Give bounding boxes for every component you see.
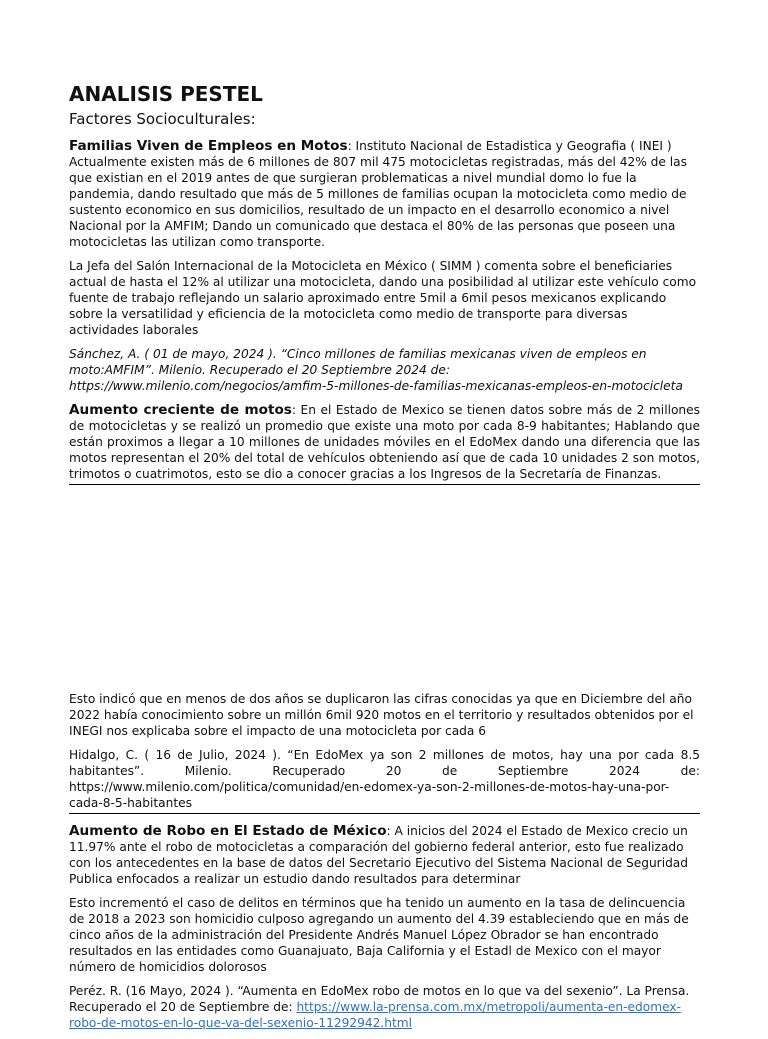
- document-title: ANALISIS PESTEL: [69, 82, 263, 106]
- robo-citation-link[interactable]: https://www.la-prensa.com.mx/metropoli/aumenta-en-edomex-robo-de-motos-en-lo-que-va-del-sexenio-11292942.html: [69, 1000, 681, 1030]
- aumento-heading: Aumento creciente de motos: [69, 402, 292, 418]
- familias-citation-text: Sánchez, A. ( 01 de mayo, 2024 ). “Cinco millones de familias mexicanas viven de empleos en moto:AMFIM”. Milenio. Recuperado el 20 Septiembre 2024 de: https://www.milenio.com/negocios/amfim-5-millones-de-familias-mexicanas-empleos-en-motocicleta: [69, 347, 683, 393]
- blank-space: [69, 485, 700, 691]
- robo-heading: Aumento de Robo en El Estado de México: [69, 823, 387, 839]
- aumento-paragraph: [69, 402, 700, 485]
- familias-citation: [69, 346, 700, 394]
- document-subtitle: Factores Socioculturales:: [69, 110, 256, 128]
- familias-paragraph: [69, 138, 700, 250]
- aumento-paragraph-2: Esto indicó que en menos de dos años se duplicaron las cifras conocidas ya que en Diciembre del año 2022 había conocimiento sobre un millón 6mil 920 motos en el territorio y resultados obtenidos por el INEGI nos explicaba sobre el impacto de una motocicleta por cada 6: [69, 692, 694, 738]
- aumento-body: : En el Estado de Mexico se tienen datos sobre más de 2 millones de motocicletas y se realizó un promedio que existe una moto por cada 8-9 habitantes; Hablando que están proximos a llegar a 10 millones de unidades móviles en el EdoMex dando una diferencia que las motos representan el 20% del total de vehículos obteniendo así que de cada 10 unidades 2 son motos, trimotos o cuatrimotos, esto se dio a conocer gracias a los Ingresos de la Secretaría de Finanzas.: [69, 403, 700, 481]
- document-page: [69, 82, 700, 1039]
- familias-heading: Familias Viven de Empleos en Motos: [69, 138, 348, 154]
- robo-body: : A inicios del 2024 el Estado de Mexico crecio un 11.97% ante el robo de motocicletas a comparación del gobierno federal anterior, esto fue realizado con los antecedentes en la base de datos del Secretario Ejecutivo del Sistema Nacional de Seguridad Publica enfocados a realizar un estudio dando resultados para determinar: [69, 824, 689, 886]
- aumento-citation: Hidalgo, C. ( 16 de Julio, 2024 ). “En EdoMex ya son 2 millones de motos, hay una por cada 8.5 habitantes”. Milenio. Recuperado 20 de Septiembre 2024 de: https://www.milenio.com/politica/comunidad/en-edomex-ya-son-2-millones-de-motos-hay-una-por-cada-8-5-habitantes: [69, 747, 700, 814]
- familias-paragraph-2: La Jefa del Salón Internacional de la Motocicleta en México ( SIMM ) comenta sobre el beneficiaries actual de hasta el 12% al utilizar una motocicleta, dando una posibilidad al utilizar este vehículo como fuente de trabajo reflejando un salario aproximado entre 5mil a 6mil pesos mexicanos explicando sobre la versatilidad y eficiencia de la motocicleta como medio de transporte para diversas actividades laborales: [69, 259, 697, 337]
- robo-citation-text: Peréz. R. (16 Mayo, 2024 ). “Aumenta en EdoMex robo de motos en lo que va del sexenio”. La Prensa. Recuperado el 20 de Septiembre de:: [69, 984, 690, 1014]
- robo-paragraph: [69, 823, 700, 887]
- robo-paragraph-2: Esto incrementó el caso de delitos en términos que ha tenido un aumento en la tasa de delincuencia de 2018 a 2023 son homicidio culposo agregando un aumento del 4.39 estableciendo que en más de cinco años de la administración del Presidente Andrés Manuel López Obrador se han encontrado resultados en las entidades como Guanajuato, Baja California y el Estadl de Mexico con el mayor número de homicidios dolorosos: [69, 896, 689, 974]
- familias-body: : Instituto Nacional de Estadistica y Geografia ( INEI ) Actualmente existen más de 6 millones de 807 mil 475 motocicletas registradas, más del 42% de las que existian en el 2019 antes de que surgieran problematicas a nivel mundial domo lo fue la pandemia, dando resultado que más de 5 millones de familias ocupan la motocicleta como medio de sustento economico en sus domicilios, resultado de un impacto en el desarrollo economico a nivel Nacional por la AMFIM; Dando un comunicado que destaca el 80% de las personas que poseen una motocicletas las utilizan como transporte.: [69, 139, 687, 249]
